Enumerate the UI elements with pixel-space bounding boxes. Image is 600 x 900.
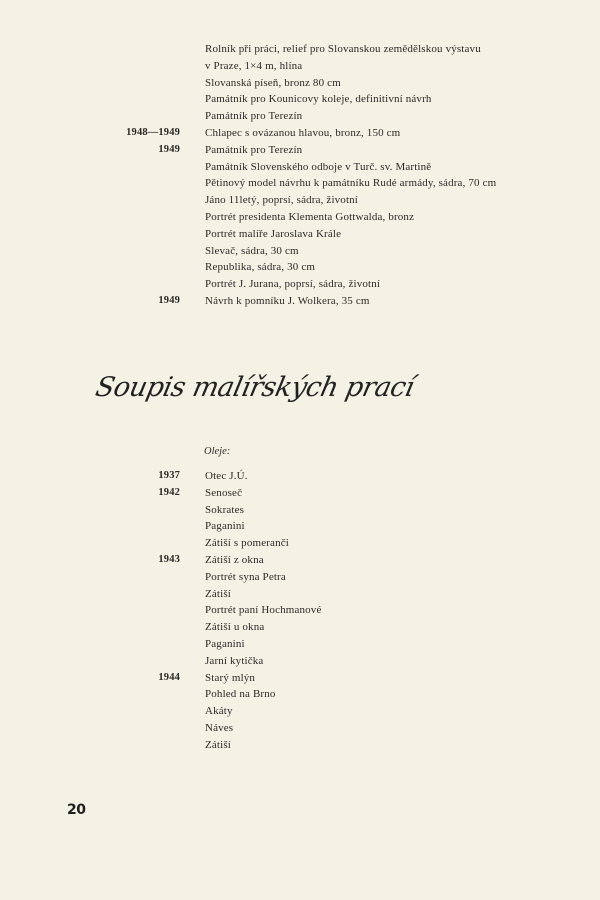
work-title: Slovanská píseň, bronz 80 cm xyxy=(205,76,341,89)
list-item xyxy=(0,142,600,159)
work-title: Památník Slovenského odboje v Turč. sv. Martině xyxy=(205,160,432,173)
sculpture-list xyxy=(0,41,600,310)
list-item xyxy=(0,108,600,125)
work-title: Paganini xyxy=(205,520,245,533)
list-item xyxy=(0,670,600,687)
work-title: Akáty xyxy=(205,705,233,718)
year-label: 1942 xyxy=(158,486,180,498)
year-label: 1937 xyxy=(158,470,180,481)
list-item xyxy=(0,703,600,720)
list-item xyxy=(0,619,600,636)
work-title: Portrét syna Petra xyxy=(205,570,286,583)
list-item xyxy=(0,586,600,603)
list-item xyxy=(0,259,600,276)
list-item xyxy=(0,569,600,586)
work-title: Starý mlýn xyxy=(205,671,256,684)
list-item xyxy=(0,276,600,293)
year-label: 1943 xyxy=(158,553,180,565)
work-title: Zátiší u okna xyxy=(205,621,265,634)
list-item xyxy=(0,485,600,502)
work-title: Zátiší xyxy=(205,738,231,751)
list-item xyxy=(0,209,600,226)
work-title: Portrét presidenta Klementa Gottwalda, bronz xyxy=(205,210,415,223)
list-item xyxy=(0,636,600,653)
year-label: 1944 xyxy=(158,671,180,683)
year-label: 1948—1949 xyxy=(126,126,180,138)
work-title: Pětinový model návrhu k památníku Rudé armády, sádra, 70 cm xyxy=(205,177,497,190)
list-item xyxy=(0,468,600,485)
work-title: v Praze, 1×4 m, hlína xyxy=(205,59,303,72)
work-title: Chlapec s ovázanou hlavou, bronz, 150 cm xyxy=(205,126,401,139)
list-item xyxy=(0,686,600,703)
list-item xyxy=(0,58,600,75)
section-title: Soupis malířských prací xyxy=(92,372,417,403)
work-title: Otec J.Ú. xyxy=(205,470,248,482)
list-item xyxy=(0,243,600,260)
list-item xyxy=(0,75,600,92)
work-title: Zátiší s pomeranči xyxy=(205,537,289,550)
list-item xyxy=(0,518,600,535)
work-title: Návrh k pomníku J. Wolkera, 35 cm xyxy=(205,294,370,307)
work-title: Památník pro Kounicovy koleje, definitivní návrh xyxy=(205,93,432,106)
work-title: Portrét paní Hochmanové xyxy=(205,604,322,617)
year-label: 1949 xyxy=(158,143,180,155)
list-item xyxy=(0,653,600,670)
list-item xyxy=(0,535,600,552)
work-title: Senoseč xyxy=(205,486,243,499)
list-item xyxy=(0,502,600,519)
subheading-oils: Oleje: xyxy=(204,446,231,457)
year-label: 1949 xyxy=(158,294,180,306)
work-title: Rolník při práci, relief pro Slovanskou zemědělskou výstavu xyxy=(205,43,481,55)
list-item xyxy=(0,226,600,243)
list-item xyxy=(0,125,600,142)
list-item xyxy=(0,720,600,737)
work-title: Zátiší xyxy=(205,587,231,600)
list-item xyxy=(0,293,600,310)
list-item xyxy=(0,552,600,569)
work-title: Republika, sádra, 30 cm xyxy=(205,261,316,274)
work-title: Náves xyxy=(205,721,234,734)
painting-list xyxy=(0,468,600,754)
work-title: Zátiší z okna xyxy=(205,553,264,566)
work-title: Pohled na Brno xyxy=(205,688,276,701)
work-title: Paganini xyxy=(205,637,245,650)
work-title: Památník pro Terezín xyxy=(205,143,303,156)
list-item xyxy=(0,737,600,754)
page-number: 20 xyxy=(67,802,86,818)
list-item xyxy=(0,602,600,619)
work-title: Jarní kytička xyxy=(205,654,264,667)
list-item xyxy=(0,192,600,209)
list-item xyxy=(0,41,600,58)
list-item xyxy=(0,159,600,176)
list-item xyxy=(0,175,600,192)
work-title: Portrét malíře Jaroslava Krále xyxy=(205,227,342,240)
work-title: Portrét J. Jurana, poprsí, sádra, životní xyxy=(205,278,381,291)
work-title: Sokrates xyxy=(205,503,245,516)
work-title: Jáno 11letý, poprsí, sádra, životní xyxy=(205,194,359,207)
work-title: Slevač, sádra, 30 cm xyxy=(205,244,299,257)
list-item xyxy=(0,91,600,108)
work-title: Památník pro Terezín xyxy=(205,110,303,123)
